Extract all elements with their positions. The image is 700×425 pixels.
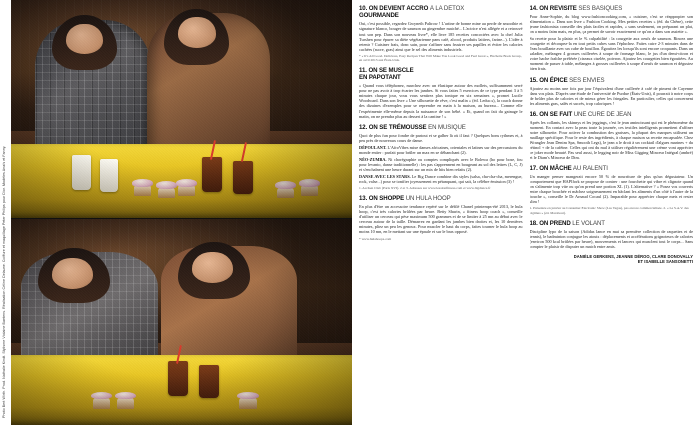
photo-top (11, 0, 352, 218)
article-heading-16 (530, 111, 694, 118)
model-left-face (66, 24, 104, 55)
article-body-15: Ajoutez au moins une fois par jour l'équivalent d'une cuillerée à café de piment de Cayenne dans vos plats. D'après une étude de l'université de Purdue (États-Unis), il pourrait à notre corps de brûler plus de calories et de mieux gérer les fringales. En particulier, celles qui concernent les aliments gras, salés et sucrés, trop caloriques ! (529, 85, 693, 106)
cupcake-3 (178, 185, 195, 196)
article-note-10: * « It's All Good. Delicious, Easy Recipes That Will Make You Look Good and Feel Great », Hachette Book Group, en avril 2013 aux États-Unis. (359, 53, 522, 62)
model-right-face (178, 17, 216, 48)
article-lead-13: ON SHOPPE (368, 195, 405, 203)
article-heading-10 (359, 5, 523, 20)
article-lead-18: ON PREND (539, 219, 571, 227)
article-number-10: 10. (359, 5, 368, 12)
article-body-10: Oui, c'est possible, regardez Gwyneth Paltrow ! L'artine de bonne mine au perde de smoothie et signature blanco, bouger de saumon au gingembre matché... L'actrice n'est allégée et a retrouvé tout son pep. Dans son nouveau livre*, elle livre 185 recettes concoctées avec la chef Julia Turshen pour épurer sa diète végétarienne pans café, alcool, produits laitiers, farine...). L'idée à retenir ? Cuisiner frais, donc sain, pour s'affiner sans frustrer ses papilles et éviter les calories cachées (sucre, gras) ainsi que le sel des aliments industriels. (359, 21, 523, 52)
cupcake-1 (134, 185, 151, 196)
article-body-12-p3: NÉO-ZUMBA. Ni chorégraphie ou comptes compliqués avec le Bolewa (ho pour bose, fou pour levanto, danse traditionnelle) : les pas s'apprennent en bougeant au sol des lettres (L, C, J) et s'enchaînent une heure durant sur un mix de hits bien refaits (2). (359, 156, 523, 172)
article-item-16 (530, 111, 694, 160)
article-lead-10: ON DEVIENT ACCRO (368, 5, 429, 12)
article-body-12-p1: Quoi de plus fun pour fondre de partout et se galber là où il faut ? Quelques bons rythmes et, à peu près de nouveaux cours de danse. (359, 132, 523, 143)
article-item-12 (359, 124, 523, 191)
cola-glass-bottom-2 (199, 365, 219, 398)
cupcake-2 (158, 188, 175, 199)
article-heading-17 (530, 165, 694, 172)
byline-line-1: DANIÈLE GERKENS, JEANNE DÉROO, CLARE DONOVALLY (573, 253, 693, 259)
article-lead-17: ON MÂCHE (539, 165, 572, 173)
article-body-17: Un manger penser mangerait encore 50 % de nourriture de plus qu'un dégustateur. Un comportement que HAPIfork se propose de contrer : une fourchette qui vibre et clignote quand on s'alimente trop vite ou qu'on prend une portion XL (1). L'alternative ? « Posez vos couverts entre chaque bouchée et mâchez soigneusement en bâclant les aliments d'un côté à l'autre de la bouche », conseille le Dr Arnaud Cocaul (2). Imparable pour apprécier chaque mets et rester slim ! (529, 174, 693, 205)
article-item-13 (359, 195, 523, 240)
article-number-17: 17. (529, 165, 538, 173)
article-lead-12: ON SE TRÉMOUSSE (368, 123, 427, 131)
article-byline (530, 254, 694, 264)
article-number-13: 13. (359, 195, 368, 203)
article-number-14: 14. (529, 5, 538, 12)
article-number-15: 15. (529, 76, 538, 84)
article-web-12: 1. Au Ken Club (Paris XVI). 2 et 3. Adresses sur www.lesalonfitness.com et www.bigdance.fr (359, 186, 491, 191)
article-sub-16: UNE CURE DE JEAN (572, 110, 632, 118)
article-web-13: * www.hulahoops.com (359, 236, 392, 241)
article-body-14-p2: Sa recette pour la plaisir et le % culpabilité : la courgette aux oeufs de saumon. Rincez une courgette et découpez-la en tout petits cubes sans l'épluchez. Faites cuire 2-3 minutes dans de l'eau bouillante avec un cube de bouillon. Égouttez les lorsqu'ils sont encore croquants. Dans un saladier, mélangez 4 grosses cuillerées à soupe de fromage blanc, le jus d'un demi-citron et votre hache fraîche préférée (ciseaux ciselée, poivron. Ajoutez les courgettes bien égouttées. Au moment de passer à table, mélangez à grosses cuillerées à soupe d'oeufs de saumon et dégustez bien frais. (529, 36, 693, 72)
article-item-11 (359, 67, 523, 119)
model-left-face-bottom (52, 258, 93, 289)
milk-glass-2 (100, 159, 119, 192)
article-sub-12: EN MUSIQUE (426, 123, 466, 131)
cupcake-5 (301, 185, 318, 196)
article-text-column (352, 0, 700, 425)
article-body-14-p1: Pour Anne-Sophie, du blog www.fashioncooking.com, « cuisiner, c'est se réappropier son alimentation ». Dans son livre « Fashion Cooking. Mes petites recettes » (éd. du Chêne), cette jeune fashionista conseille des plats faciles et rapides, « sans seulement, on préparant un plat, on a moins faim mais, en plus, ça permet de savoir exactement ce qu'on a dans son assiette ». (529, 14, 693, 35)
text-col-left (359, 5, 523, 421)
model-right-face-bottom (192, 252, 233, 283)
cola-glass-1 (202, 157, 222, 192)
article-sub-18: LE VOLANT (570, 219, 605, 227)
article-number-11: 11. (359, 66, 367, 74)
article-body-12-p4: DANSE AVEC LES STARS. Le Big Dance combine dix styles (salsa, cha-cha-cha, merengue, rock, valse...) pour se tonifier joyeusement en pétanquant, qui sait, la célèbre émission (3) ! (359, 173, 523, 184)
article-sub-17: AU RALENTI (571, 165, 608, 173)
article-lead-15: ON ÉPICE (539, 76, 568, 84)
article-sub-15: SES ENVIES (567, 76, 605, 84)
cola-glass-2 (233, 161, 253, 194)
article-item-17 (530, 165, 694, 215)
article-lead-11: ON SE MUSCLE (368, 66, 414, 74)
article-heading-11 (359, 67, 523, 82)
article-heading-15 (530, 77, 694, 84)
photo-credit-text: Photo Bert Wirth. Prod. Nathalie Kindt. Stylisme Violaine Baetens. Réalisation Céline Delaune. Coiffure et maquillage Peter Philips pour Dior. Modèles Anaïs et Fanny. (2, 145, 6, 418)
article-item-15 (530, 77, 694, 106)
article-heading-12 (359, 124, 523, 131)
article-heading-14 (530, 5, 694, 12)
text-col-right (530, 5, 694, 421)
article-sub-13: UN HULA HOOP (404, 195, 451, 203)
article-number-16: 16. (529, 110, 538, 118)
article-number-18: 18. (529, 219, 538, 227)
cola-glass-bottom-1 (168, 361, 188, 396)
article-body-16: Après les collants, les skinnys et les jeggings, c'est le jean amincissant qui est le phénomène du moment. En contact avec la peau toute la journée, ces textiles intelligents promettent d'affiner notre silhouette. Pour activer la combustion des graisses, la plupart des marques utilisent un maillage spécifique. Pour le reste des ingrédients, à chaque maison sa recette encapsulée. Chez Wrangler Jean Denim Spa, Smooth Legs), le jean a le droit à un cocktail d'algues marines + du rétinol + de la caféine. Celles qui ont du mal à utiliser régulièrement une crème vont apprécier ce joker mode beauté. Pas seul aussi, le legging noir de Miss Gigging Minceur Intégral (ambré) et le Diam's Minceur de Dim. (529, 119, 693, 161)
cupcake-bottom-3 (239, 398, 256, 408)
article-sub-14: SES BASIQUES (576, 5, 623, 12)
photo-bottom-scene (11, 219, 352, 425)
cupcake-4 (277, 188, 294, 199)
article-web-17: 1. Présentée en janvier au Consumer Electronic Show (Las Vegas), pas encore commercialisée. 2. « Le S.A.V. des régimes » (éd. Marabout). (529, 206, 689, 215)
article-body-11: « Quand vous téléphonez, marchez avec un élastique autour des mollets, suffisamment serré pour ne pas avoir à trop écarter les jambes. Si vous faites 5 exercices de ce type pendant 3 à 5 minutes chaque jour, vous vous sentirez plus tonique en six semaines », promet Lucile Woodward. Dans son livre « Une silhouette de rêve, c'est malin » (éd. Leduc.s), la coach donne des dizaines d'exemples pour se reprendre en main à la maison, au bureau... Comme elle l'expérimente elle-même depuis la naissance de son bébé. « Et, quand on fait du gainage le matin, on ne prendra plus au dessert à la cantine ! » (359, 83, 523, 119)
photo-bottom (11, 219, 352, 425)
article-body-18: Discipline lypo de la saison (Adidas lance en mai sa première collection de raquettes et de tennis), le badminton conjugue les atouts : déplacements et accélérations grignoteurs de calories (environ 500 kcal brûlées par heure), mouvements et lancers qui musclent tout le corps... Sans compter le plaisir de disputer un match entre amis. (529, 228, 693, 249)
cupcake-bottom-1 (93, 398, 110, 408)
article-body-12-p2: DÉPOULANT. L'AfroVibes mixe danses africaines, orientales et latines sur des percussions du monde entier : parfait pour brûler un max en se déhanchant (2). (359, 144, 523, 155)
article-lead-16: ON SE FAIT (539, 110, 573, 118)
photo-top-scene (11, 0, 352, 218)
article-heading-18 (530, 220, 694, 227)
photo-credit-vertical (0, 0, 11, 425)
article-item-14 (530, 5, 694, 72)
article-body-13: En plus d'être un accessoire tendance repéré sur le défilé Chanel printemps-été 2013, le hula hoop, c'est très calories brûlées par heure. Betty Shurin, « fitness hoop coach », conseille d'utiliser un cerceau qui pèse maximum 500 grammes et de se limiter à 25 mn au début avec le cerceau autour de la taille. Démarrez en gardant les jambes bien droites et, les 10 dernières minutes, pliez un peu les genoux. Pour muscler le haut du corps, faites tourner le hula hoop au moins 10 mn, en le mettant sur une épaule et sur le bras opposé. (359, 204, 523, 235)
article-lead-14: ON REVISITE (539, 5, 577, 12)
article-sub-10: À LA DÉTOX (428, 5, 465, 12)
article-sub2-11: EN PAPOTANT (359, 74, 401, 82)
article-sub2-10: GOURMANDE (359, 12, 399, 20)
milk-glass-1 (72, 155, 91, 190)
article-item-18 (530, 220, 694, 249)
article-heading-13 (359, 195, 523, 202)
byline-line-2: ET ISABELLE SANSONETTI (637, 258, 693, 264)
cupcake-bottom-2 (117, 398, 134, 408)
article-number-12: 12. (359, 123, 368, 131)
article-item-10 (359, 5, 523, 62)
